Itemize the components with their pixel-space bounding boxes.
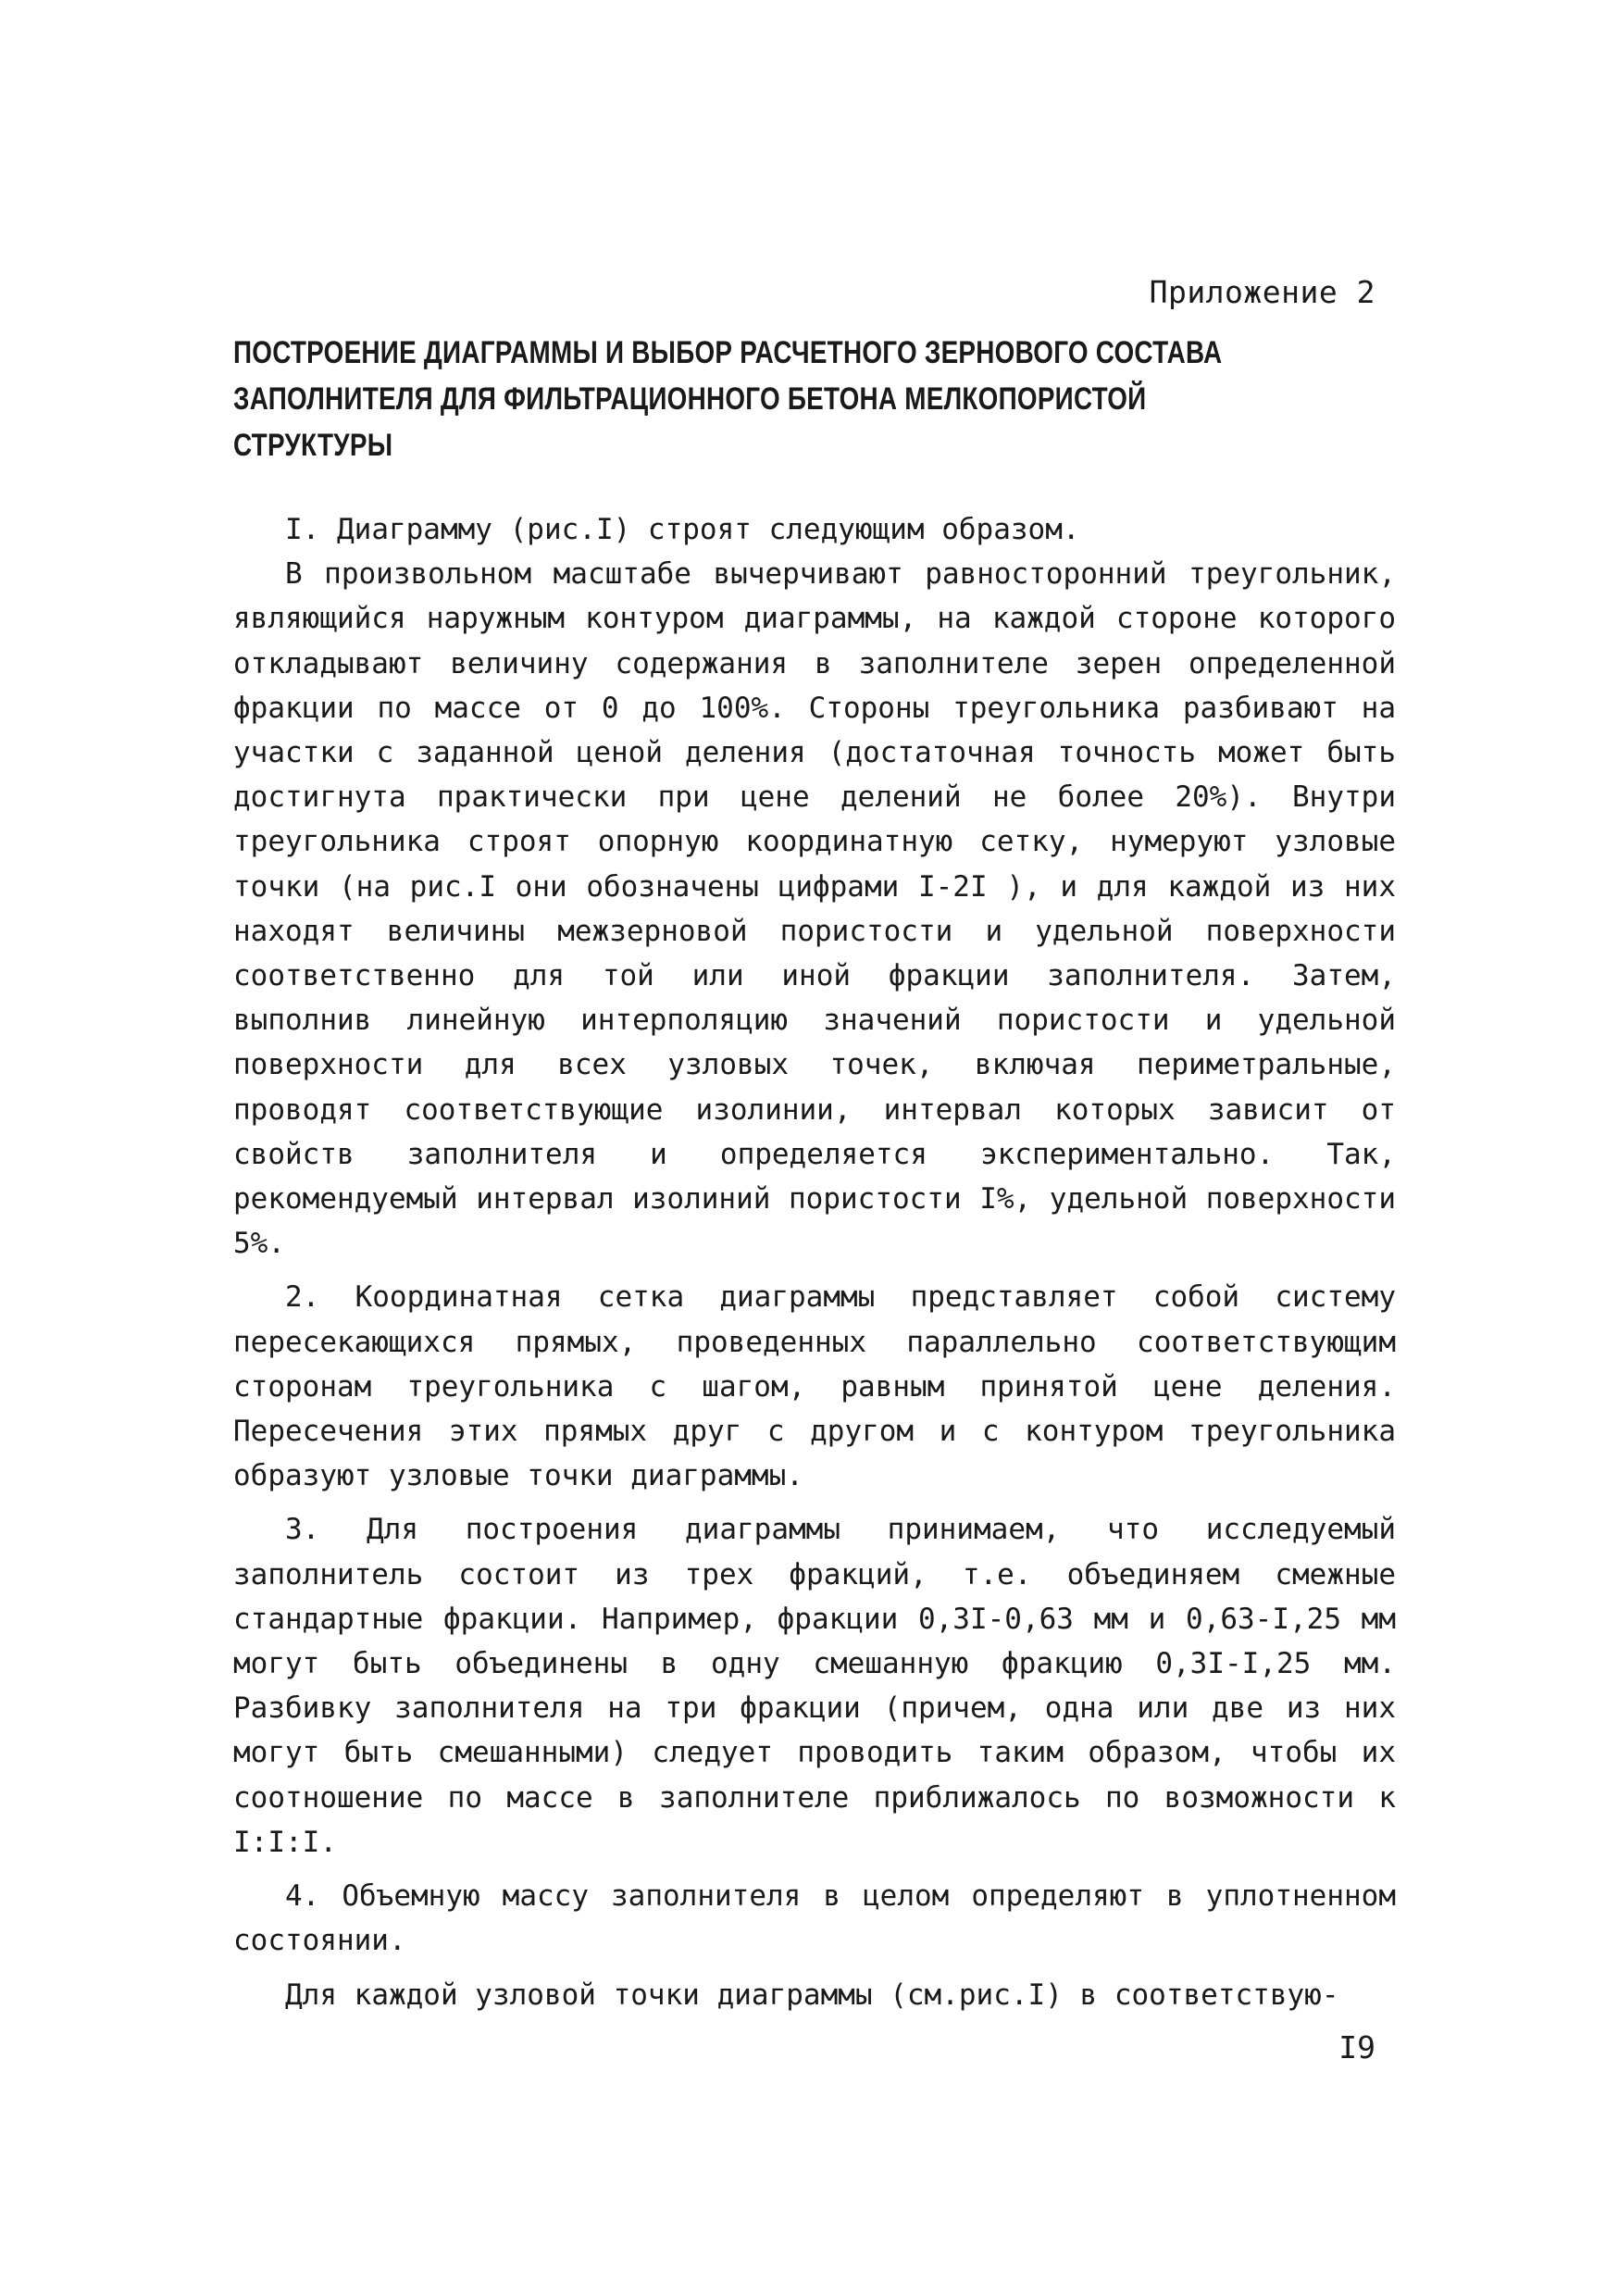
appendix-label: Приложение 2 [1149,274,1375,310]
title-line: СТРУКТУРЫ [233,428,393,463]
document-title [233,330,1223,468]
paragraph-1-body: В произвольном масштабе вычерчивают равносторонний треугольник, являющийся наружным контуром диаграммы, на каждой стороне которого откладывают величину содержания в заполнителе зерен определенной фракции по массе от 0 до 100%. Стороны треугольника разбивают на участки с заданной ценой деления (достаточная точность может быть достигнута практически при цене делений не более 20%). Внутри треугольника строят опорную координатную сетку, нумеруют узловые точки (на рис.I они обозначены цифрами I-2I ), и для каждой из них находят величины межзерновой пористости и удельной поверхности соответственно для той или иной фракции заполнителя. Затем, выполнив линейную интерполяцию значений пористости и удельной поверхности для всех узловых точек, включая периметральные, проводят соответствующие изолинии, интервал которых зависит от свойств заполнителя и определяется экспериментально. Так, рекомендуемый интервал изолиний пористости I%, удельной поверхности 5%. [233,557,1396,1261]
paragraph-2: 2. Координатная сетка диаграммы представляет собой систему пересекающихся прямых, проведенных параллельно соответствующим сторонам треугольника с шагом, равным принятой цене деления. Пересечения этих прямых друг с другом и с контуром треугольника образуют узловые точки диаграммы. [233,1280,1396,1493]
paragraph-3: 3. Для построения диаграммы принимаем, что исследуемый заполнитель состоит из трех фракций, т.е. объединяем смежные стандартные фракции. Например, фракции 0,3I-0,63 мм и 0,63-I,25 мм могут быть объединены в одну смешанную фракцию 0,3I-I,25 мм. Разбивку заполнителя на три фракции (причем, одна или две из них могут быть смешанными) следует проводить таким образом, чтобы их соотношение по массе в заполнителе приближалось по возможности к I:I:I. [233,1513,1396,1859]
title-line: ПОСТРОЕНИЕ ДИАГРАММЫ И ВЫБОР РАСЧЕТНОГО ЗЕРНОВОГО СОСТАВА [233,335,1223,370]
paragraph-4: 4. Объемную массу заполнителя в целом определяют в уплотненном состоянии. [233,1879,1396,1958]
paragraph-1-heading: I. Диаграмму (рис.I) строят следующим образом. [285,513,1080,546]
document-body [233,507,1396,2017]
title-line: ЗАПОЛНИТЕЛЯ ДЛЯ ФИЛЬТРАЦИОННОГО БЕТОНА МЕЛКОПОРИСТОЙ [233,381,1147,417]
paragraph-5: Для каждой узловой точки диаграммы (см.рис.I) в соответствую- [285,1978,1339,2012]
page-number: I9 [1338,2029,1375,2065]
